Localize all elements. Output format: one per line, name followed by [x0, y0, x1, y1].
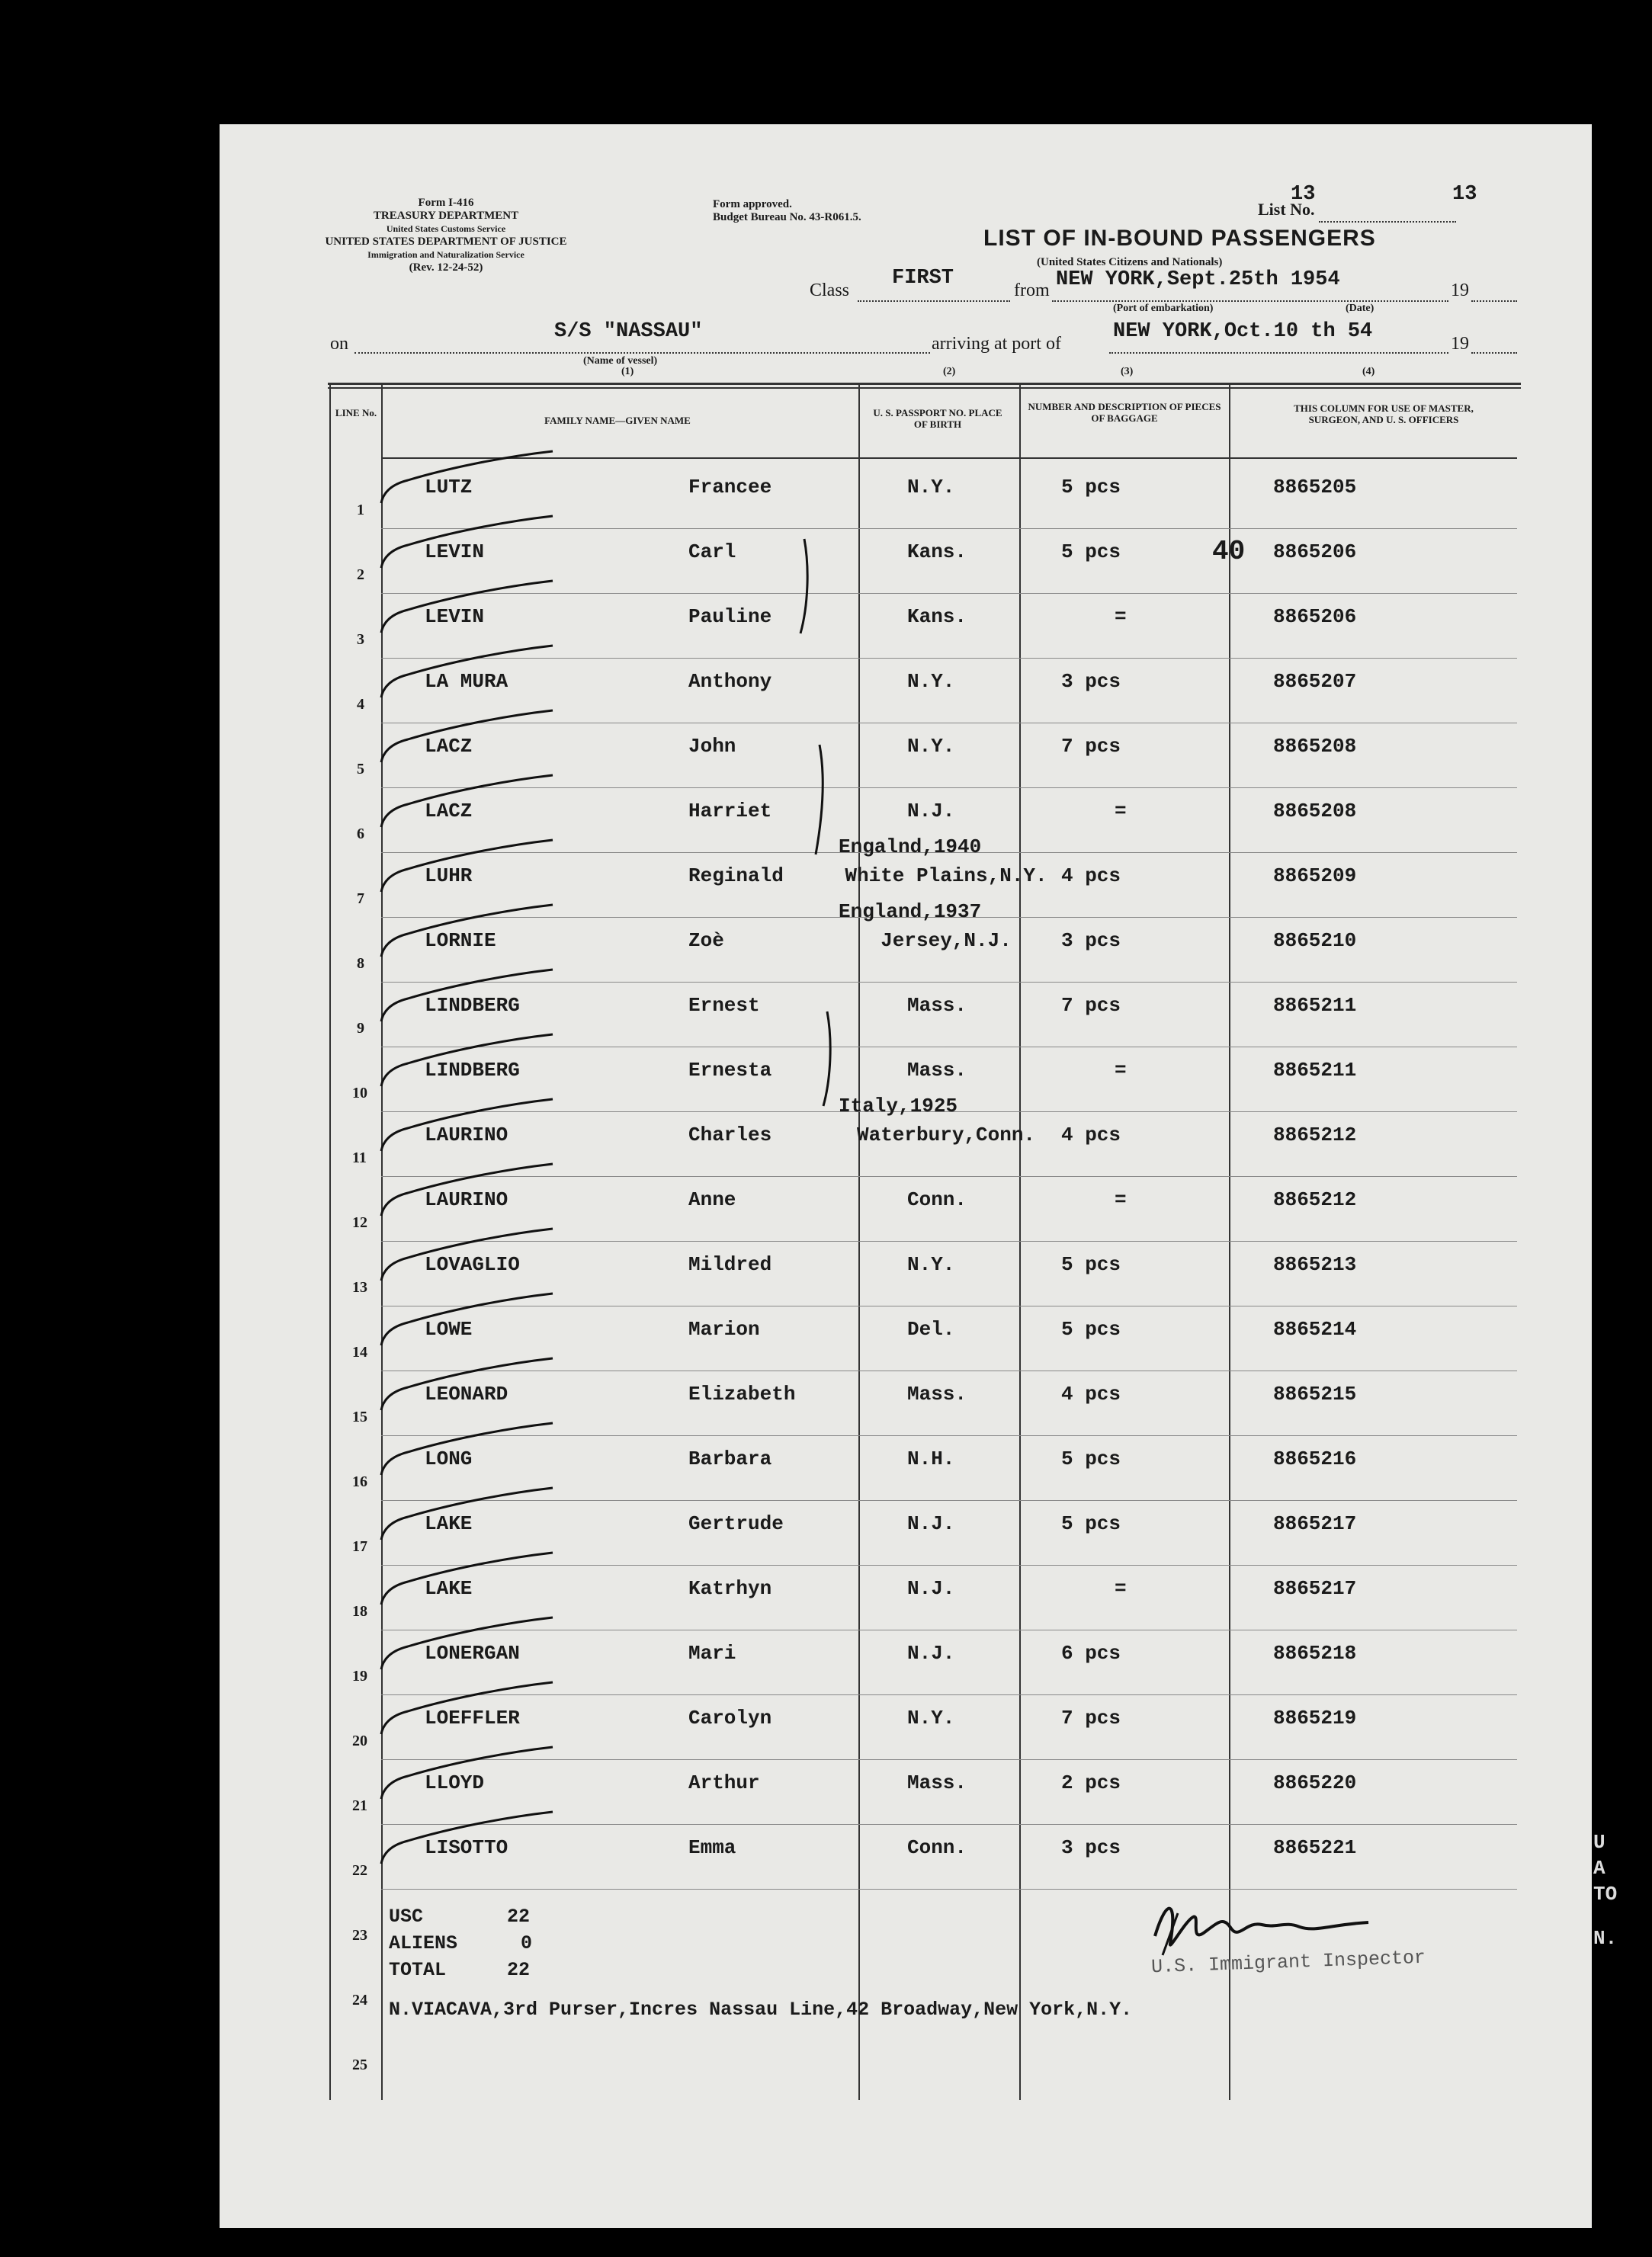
- family-name: LEVIN: [425, 540, 485, 563]
- date-caption: (Date): [1346, 303, 1375, 314]
- aliens-value: 0: [521, 1932, 533, 1954]
- purser-line: N.VIACAVA,3rd Purser,Incres Nassau Line,42 Broadway,New York,N.Y.: [389, 1999, 1133, 2021]
- officer-number: 8865208: [1273, 735, 1357, 758]
- check-mark: [377, 1033, 560, 1094]
- port-embark-caption: (Port of embarkation): [1113, 303, 1214, 314]
- place-of-birth: N.Y.: [907, 1707, 955, 1730]
- place-of-birth: Waterbury,Conn.: [857, 1124, 1036, 1146]
- form-number: Form I-416: [418, 197, 474, 209]
- family-name: LINDBERG: [425, 994, 520, 1017]
- officer-number: 8865213: [1273, 1253, 1357, 1276]
- table-row: [0, 1890, 1652, 1955]
- table-row: [0, 1761, 1652, 1826]
- officer-number: 8865211: [1273, 994, 1357, 1017]
- family-name: LINDBERG: [425, 1059, 520, 1082]
- given-name: Ernest: [688, 994, 760, 1017]
- baggage: 2 pcs: [1061, 1771, 1121, 1794]
- place-of-birth: Jersey,N.J.: [881, 929, 1012, 952]
- baggage: 5 pcs: [1061, 1318, 1121, 1341]
- table-row: [0, 1566, 1652, 1631]
- baggage: 3 pcs: [1061, 1836, 1121, 1859]
- row-rule: [381, 1889, 1517, 1890]
- line-number: 18: [352, 1603, 367, 1620]
- place-of-birth: Mass.: [907, 1383, 967, 1406]
- given-name: Arthur: [688, 1771, 760, 1794]
- given-name: Marion: [688, 1318, 760, 1341]
- col-header-line: LINE No.: [335, 407, 377, 418]
- officer-number: 8865218: [1273, 1642, 1357, 1665]
- officer-number: 8865220: [1273, 1771, 1357, 1794]
- baggage: 7 pcs: [1061, 735, 1121, 758]
- family-name: LACZ: [425, 800, 473, 822]
- check-mark: [377, 1292, 560, 1353]
- cap-2: (2): [943, 366, 956, 377]
- aliens-label: ALIENS: [389, 1932, 458, 1954]
- family-name: LAKE: [425, 1577, 473, 1600]
- check-mark: [377, 1616, 560, 1677]
- table-row: [0, 900, 1652, 983]
- check-mark: [377, 1746, 560, 1807]
- table-row: [0, 1502, 1652, 1566]
- check-mark: [377, 1357, 560, 1418]
- place-of-birth: N.Y.: [907, 735, 955, 758]
- from-label: from: [1014, 281, 1050, 300]
- approval-block: [713, 198, 861, 224]
- place-of-birth: Conn.: [907, 1836, 967, 1859]
- baggage: 3 pcs: [1061, 670, 1121, 693]
- class-line: [858, 300, 1010, 302]
- line-number: 16: [352, 1473, 367, 1490]
- given-name: Mari: [688, 1642, 736, 1665]
- given-name: Elizabeth: [688, 1383, 796, 1406]
- place-of-birth: N.H.: [907, 1447, 955, 1470]
- officer-number: 8865207: [1273, 670, 1357, 693]
- vessel-line: [354, 352, 930, 354]
- bracket-mark: [793, 537, 816, 636]
- check-mark: [377, 1551, 560, 1612]
- total-label: TOTAL: [389, 1959, 447, 1981]
- edge-fragment: A: [1593, 1857, 1605, 1880]
- family-name: LOEFFLER: [425, 1707, 520, 1730]
- line-number: 1: [357, 502, 364, 518]
- officer-number: 8865210: [1273, 929, 1357, 952]
- table-row: [0, 1095, 1652, 1178]
- given-name: Barbara: [688, 1447, 772, 1470]
- family-name: LAKE: [425, 1512, 473, 1535]
- arriving-label: arriving at port of: [932, 334, 1061, 354]
- officer-number: 8865211: [1273, 1059, 1357, 1082]
- place-of-birth: Del.: [907, 1318, 955, 1341]
- year-suffix-2: 19: [1451, 334, 1469, 354]
- place-of-birth: Mass.: [907, 1771, 967, 1794]
- on-label: on: [330, 334, 348, 354]
- line-number: 19: [352, 1668, 367, 1685]
- year-line-2: [1471, 352, 1517, 354]
- line-number: 4: [357, 696, 364, 713]
- usc-label: USC: [389, 1906, 424, 1928]
- revision: (Rev. 12-24-52): [409, 261, 483, 274]
- arrival-line: [1109, 352, 1448, 354]
- line-number: 9: [357, 1020, 364, 1037]
- edge-fragment: TO: [1593, 1883, 1618, 1906]
- baggage: =: [1115, 1577, 1127, 1600]
- officer-number: 8865214: [1273, 1318, 1357, 1341]
- check-mark: [377, 450, 560, 511]
- class-value: FIRST: [892, 267, 954, 290]
- line-number: 22: [352, 1862, 367, 1879]
- officer-number: 8865209: [1273, 864, 1357, 887]
- manifest-subtitle: (United States Citizens and Nationals): [1037, 256, 1223, 268]
- place-of-birth: N.Y.: [907, 1253, 955, 1276]
- family-name: LEONARD: [425, 1383, 508, 1406]
- line-number: 23: [352, 1927, 367, 1944]
- cap-3: (3): [1121, 366, 1134, 377]
- given-name: Reginald: [688, 864, 784, 887]
- place-of-birth: N.J.: [907, 1642, 955, 1665]
- total-value: 22: [507, 1959, 531, 1981]
- baggage: 5 pcs: [1061, 1253, 1121, 1276]
- year-line: [1471, 300, 1517, 302]
- place-of-birth: N.J.: [907, 1512, 955, 1535]
- vessel-caption: (Name of vessel): [583, 355, 658, 367]
- family-name: LEVIN: [425, 605, 485, 628]
- list-no-label: List No.: [1258, 200, 1315, 219]
- customs-service: United States Customs Service: [386, 223, 506, 234]
- bracket-mark: [816, 1010, 839, 1109]
- place-of-birth: N.Y.: [907, 476, 955, 499]
- check-mark: [377, 644, 560, 705]
- given-name: Charles: [688, 1124, 772, 1146]
- check-mark: [377, 968, 560, 1029]
- ins-service: Immigration and Naturalization Service: [367, 249, 524, 260]
- family-name: LAURINO: [425, 1124, 508, 1146]
- officer-number: 8865219: [1273, 1707, 1357, 1730]
- family-name: LACZ: [425, 735, 473, 758]
- check-mark: [377, 903, 560, 964]
- given-name: Mildred: [688, 1253, 772, 1276]
- edge-fragment: N.: [1593, 1927, 1618, 1950]
- manifest-title: LIST OF IN-BOUND PASSENGERS: [983, 226, 1376, 251]
- line-number: 6: [357, 826, 364, 842]
- table-row: [0, 595, 1652, 659]
- table-row: [0, 835, 1652, 919]
- line-number: 10: [352, 1085, 367, 1101]
- officer-number: 8865216: [1273, 1447, 1357, 1470]
- adjacent-page-edge: [1593, 1829, 1617, 1951]
- officer-number: 8865215: [1273, 1383, 1357, 1406]
- edge-fragment: U: [1593, 1831, 1605, 1854]
- baggage: 4 pcs: [1061, 1383, 1121, 1406]
- list-no-value: 13: [1291, 183, 1316, 206]
- baggage: 7 pcs: [1061, 1707, 1121, 1730]
- col-header-name: FAMILY NAME—GIVEN NAME: [544, 415, 691, 426]
- given-name: Pauline: [688, 605, 772, 628]
- table-row: [0, 1307, 1652, 1372]
- line-number: 3: [357, 631, 364, 648]
- officer-number: 8865212: [1273, 1188, 1357, 1211]
- baggage: 5 pcs: [1061, 1447, 1121, 1470]
- form-approved: Form approved.: [713, 198, 792, 210]
- given-name: Zoè: [688, 929, 724, 952]
- baggage: =: [1115, 605, 1127, 628]
- table-row: [0, 1372, 1652, 1437]
- col-header-passport: U. S. PASSPORT NO. PLACE OF BIRTH: [873, 407, 1002, 430]
- bracket-mark: [808, 743, 831, 858]
- line-number: 24: [352, 1992, 367, 2009]
- given-name: Carl: [688, 540, 736, 563]
- table-row: [0, 1826, 1652, 1890]
- officer-number: 8865217: [1273, 1512, 1357, 1535]
- table-row: [0, 465, 1652, 530]
- baggage: =: [1115, 1188, 1127, 1211]
- baggage: =: [1115, 800, 1127, 822]
- list-no-line: [1319, 221, 1456, 223]
- given-name: Emma: [688, 1836, 736, 1859]
- line-number: 2: [357, 566, 364, 583]
- check-mark: [377, 774, 560, 835]
- check-mark: [377, 1098, 560, 1159]
- officer-number: 8865217: [1273, 1577, 1357, 1600]
- line-number: 14: [352, 1344, 367, 1361]
- given-name: Gertrude: [688, 1512, 784, 1535]
- baggage: 4 pcs: [1061, 1124, 1121, 1146]
- table-row: [0, 1696, 1652, 1761]
- vessel-name: S/S "NASSAU": [554, 320, 703, 343]
- line-number: 13: [352, 1279, 367, 1296]
- given-name: John: [688, 735, 736, 758]
- line-number: 15: [352, 1409, 367, 1425]
- given-name: Anthony: [688, 670, 772, 693]
- cap-4: (4): [1362, 366, 1375, 377]
- baggage: 3 pcs: [1061, 929, 1121, 952]
- line-number: 12: [352, 1214, 367, 1231]
- birth-note: Engalnd,1940: [839, 835, 982, 858]
- family-name: LUHR: [425, 864, 473, 887]
- family-name: LONERGAN: [425, 1642, 520, 1665]
- officer-number: 8865206: [1273, 540, 1357, 563]
- family-name: LISOTTO: [425, 1836, 508, 1859]
- baggage: 5 pcs: [1061, 476, 1121, 499]
- line-number: 8: [357, 955, 364, 972]
- officer-number: 8865212: [1273, 1124, 1357, 1146]
- family-name: LONG: [425, 1447, 473, 1470]
- check-mark: [377, 709, 560, 770]
- family-name: LA MURA: [425, 670, 508, 693]
- officer-number: 8865208: [1273, 800, 1357, 822]
- baggage: 7 pcs: [1061, 994, 1121, 1017]
- place-of-birth: N.Y.: [907, 670, 955, 693]
- check-mark: [377, 1681, 560, 1742]
- col-header-baggage: NUMBER AND DESCRIPTION OF PIECES OF BAGGAGE: [1028, 401, 1221, 424]
- form-agency-block: [320, 197, 572, 274]
- check-mark: [377, 1422, 560, 1483]
- place-of-birth: Mass.: [907, 994, 967, 1017]
- place-of-birth: Kans.: [907, 540, 967, 563]
- family-name: LLOYD: [425, 1771, 485, 1794]
- check-mark: [377, 1810, 560, 1871]
- baggage: 6 pcs: [1061, 1642, 1121, 1665]
- baggage: 4 pcs: [1061, 864, 1121, 887]
- from-value: NEW YORK,Sept.25th 1954: [1056, 268, 1340, 291]
- justice-dept: UNITED STATES DEPARTMENT OF JUSTICE: [325, 236, 567, 248]
- inspector-title: U.S. Immigrant Inspector: [1150, 1946, 1426, 1979]
- baggage: =: [1115, 1059, 1127, 1082]
- cap-1: (1): [621, 366, 634, 377]
- given-name: Ernesta: [688, 1059, 772, 1082]
- family-name: LORNIE: [425, 929, 496, 952]
- line-number: 11: [352, 1149, 367, 1166]
- col-header-officers: THIS COLUMN FOR USE OF MASTER, SURGEON, AND U. S. OFFICERS: [1294, 402, 1474, 425]
- officer-number: 8865221: [1273, 1836, 1357, 1859]
- family-name: LUTZ: [425, 476, 473, 499]
- class-label: Class: [810, 281, 850, 300]
- check-mark: [377, 1486, 560, 1547]
- given-name: Harriet: [688, 800, 772, 822]
- line-number: 5: [357, 761, 364, 777]
- check-mark: [377, 515, 560, 575]
- arrival-value: NEW YORK,Oct.10 th 54: [1113, 320, 1373, 343]
- birth-note: England,1937: [839, 900, 982, 923]
- treasury-dept: TREASURY DEPARTMENT: [373, 210, 519, 222]
- given-name: Katrhyn: [688, 1577, 772, 1600]
- family-name: LOVAGLIO: [425, 1253, 520, 1276]
- check-mark: [377, 579, 560, 640]
- table-top-rule: [328, 383, 1521, 385]
- check-mark: [377, 1227, 560, 1288]
- page-number: 13: [1452, 183, 1477, 206]
- table-row: [0, 1631, 1652, 1696]
- table-row: [0, 659, 1652, 724]
- baggage: 5 pcs: [1061, 540, 1121, 563]
- family-name: LOWE: [425, 1318, 473, 1341]
- table-row: [0, 1242, 1652, 1307]
- birth-note: Italy,1925: [839, 1095, 958, 1117]
- family-name: LAURINO: [425, 1188, 508, 1211]
- table-row: [0, 530, 1652, 595]
- usc-value: 22: [507, 1906, 531, 1928]
- place-of-birth: White Plains,N.Y.: [845, 864, 1047, 887]
- given-name: Anne: [688, 1188, 736, 1211]
- officer-number: 8865206: [1273, 605, 1357, 628]
- table-row: [0, 1437, 1652, 1502]
- table-row: [0, 1178, 1652, 1242]
- place-of-birth: Conn.: [907, 1188, 967, 1211]
- line-number: 20: [352, 1733, 367, 1749]
- from-line: [1052, 300, 1448, 302]
- place-of-birth: Kans.: [907, 605, 967, 628]
- baggage: 5 pcs: [1061, 1512, 1121, 1535]
- line-number: 17: [352, 1538, 367, 1555]
- officer-number: 8865205: [1273, 476, 1357, 499]
- line-number: 25: [352, 2057, 367, 2073]
- given-name: Francee: [688, 476, 772, 499]
- line-number: 21: [352, 1797, 367, 1814]
- year-suffix: 19: [1451, 281, 1469, 300]
- budget-bureau: Budget Bureau No. 43-R061.5.: [713, 211, 861, 223]
- table-top-rule-2: [328, 387, 1521, 389]
- given-name: Carolyn: [688, 1707, 772, 1730]
- table-row: [0, 2020, 1652, 2085]
- line-number: 7: [357, 890, 364, 907]
- place-of-birth: Mass.: [907, 1059, 967, 1082]
- inspector-signature: [1147, 1890, 1376, 1959]
- check-mark: [377, 1162, 560, 1223]
- officer-annotation: 40: [1212, 536, 1246, 567]
- place-of-birth: N.J.: [907, 800, 955, 822]
- place-of-birth: N.J.: [907, 1577, 955, 1600]
- check-mark: [377, 838, 560, 899]
